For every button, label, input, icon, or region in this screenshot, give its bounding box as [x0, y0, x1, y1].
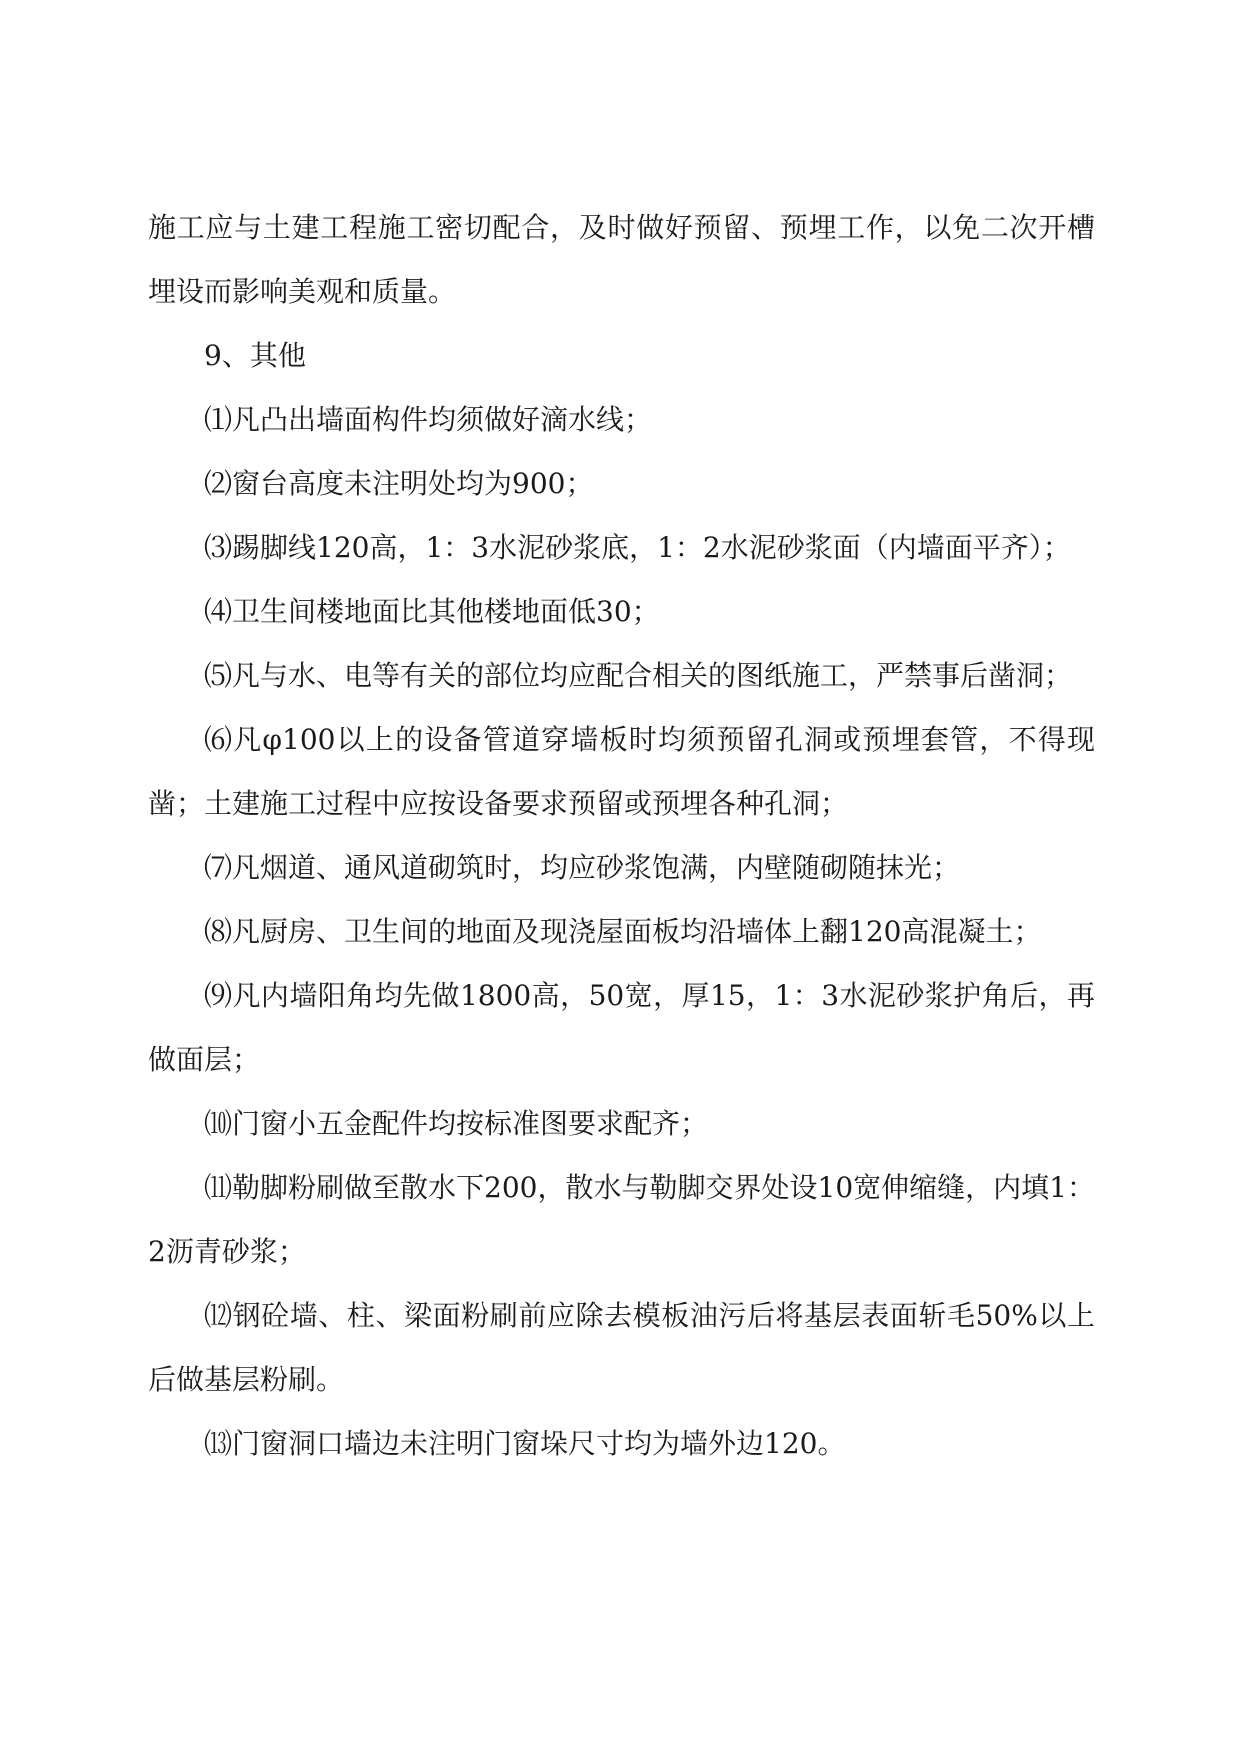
- section-heading-other: 9、其他: [204, 339, 306, 372]
- list-item-5: ⑸凡与水、电等有关的部位均应配合相关的图纸施工，严禁事后凿洞；: [204, 659, 1073, 692]
- list-item-7: ⑺凡烟道、通风道砌筑时，均应砂浆饱满，内壁随砌随抹光；: [204, 851, 961, 884]
- document-body: [148, 196, 1095, 1476]
- list-item-2: ⑵窗台高度未注明处均为900；: [204, 467, 594, 500]
- list-item-3: ⑶踢脚线120高，1：3水泥砂浆底，1：2水泥砂浆面（内墙面平齐）；: [204, 531, 1071, 564]
- list-item-12: ⑿钢砼墙、柱、梁面粉刷前应除去模板油污后将基层表面斩毛50%以上后做基层粉刷。: [148, 1299, 1095, 1396]
- list-item-4: ⑷卫生间楼地面比其他楼地面低30；: [204, 595, 660, 628]
- list-item-11: ⑾勒脚粉刷做至散水下200，散水与勒脚交界处设10宽伸缩缝，内填1：2沥青砂浆；: [148, 1171, 1095, 1268]
- list-item-9: ⑼凡内墙阳角均先做1800高，50宽，厚15，1：3水泥砂浆护角后，再做面层；: [148, 979, 1095, 1076]
- list-item-6: ⑹凡φ100以上的设备管道穿墙板时均须预留孔洞或预埋套管，不得现凿；土建施工过程中应按设备要求预留或预埋各种孔洞；: [148, 723, 1095, 820]
- list-item-8: ⑻凡厨房、卫生间的地面及现浇屋面板均沿墙体上翻120高混凝土；: [204, 915, 1042, 948]
- list-item-13: ⒀门窗洞口墙边未注明门窗垛尺寸均为墙外边120。: [204, 1427, 846, 1460]
- list-item-1: ⑴凡凸出墙面构件均须做好滴水线；: [204, 403, 653, 436]
- list-item-10: ⑽门窗小五金配件均按标准图要求配齐；: [204, 1107, 709, 1140]
- paragraph-continuation: 施工应与土建工程施工密切配合，及时做好预留、预埋工作，以免二次开槽埋设而影响美观和质量。: [148, 211, 1095, 308]
